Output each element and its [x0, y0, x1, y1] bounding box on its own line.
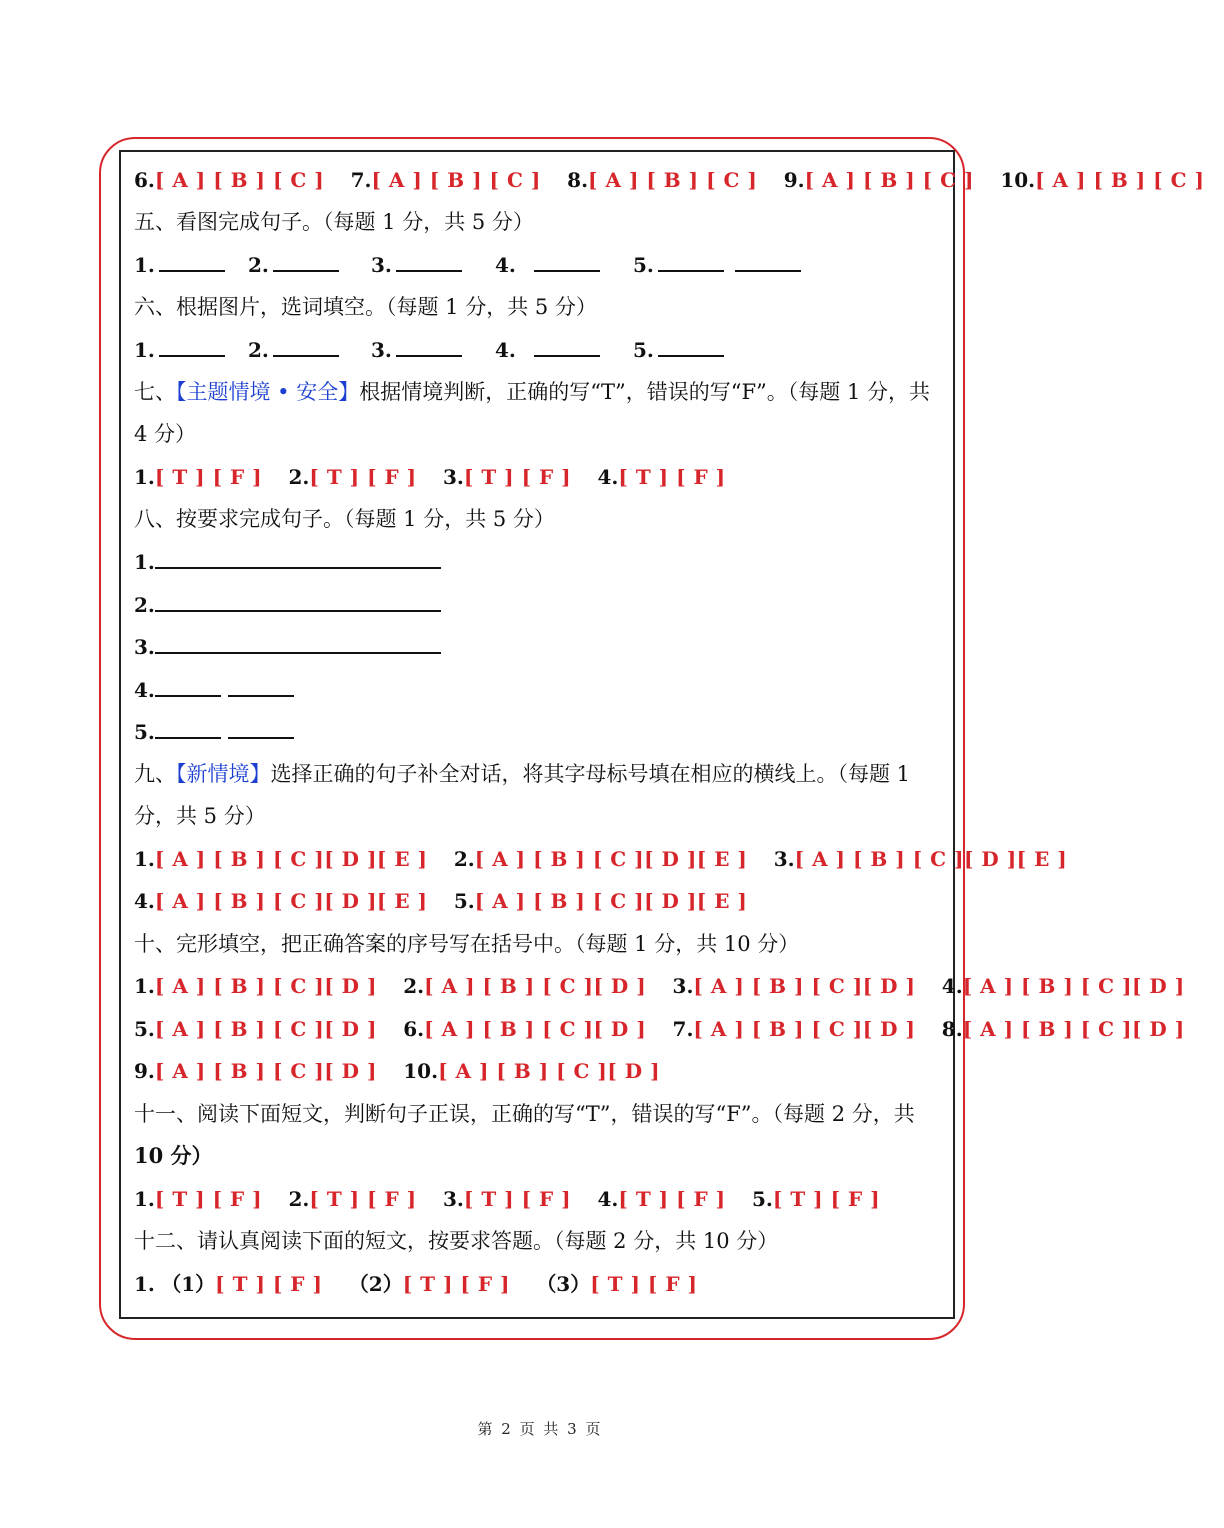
- section-10-answers-row-1: [134, 972, 1205, 1000]
- answer-group[interactable]: （2）[ T ] [ F ]: [348, 1272, 510, 1296]
- answer-group[interactable]: 4.[ T ] [ F ]: [597, 1187, 726, 1211]
- answer-group: 7.[ A ] [ B ] [ C ]: [350, 168, 541, 192]
- blank-item[interactable]: 1.: [134, 548, 441, 576]
- section-7-heading-cont: 4 分）: [134, 422, 197, 446]
- answer-group[interactable]: 3.[ T ] [ F ]: [443, 1187, 572, 1211]
- section-9-heading: 九、【新情境】选择正确的句子补全对话，将其字母标号填在相应的横线上。（每题 1: [134, 762, 911, 786]
- answer-group: 9.[ A ] [ B ] [ C ]: [783, 168, 974, 192]
- section-12-heading: 十二、请认真阅读下面的短文，按要求答题。（每题 2 分，共 10 分）: [134, 1229, 779, 1253]
- blank-item[interactable]: 3.: [134, 633, 441, 661]
- section-12-answers: 1. （1）[ T ] [ F ] （2）[ T ] [ F ] （3）[ T ] [ F ]: [134, 1272, 698, 1296]
- theme-tag: 【新情境】: [176, 762, 271, 786]
- section-11-heading: 十一、阅读下面短文，判断句子正误，正确的写“T”，错误的写“F”。（每题 2 分，共: [134, 1102, 915, 1126]
- blank-item[interactable]: 5.: [134, 718, 294, 746]
- answer-group[interactable]: 4.[ A ] [ B ] [ C ][ D ]: [941, 974, 1185, 998]
- answer-group[interactable]: 1.[ A ] [ B ] [ C ][ D ]: [134, 974, 377, 998]
- blank-item[interactable]: 4.: [495, 336, 600, 364]
- blank-item[interactable]: 2.: [248, 336, 339, 364]
- answer-group[interactable]: 5.[ A ] [ B ] [ C ][ D ][ E ]: [453, 889, 748, 913]
- blank-item[interactable]: 1.: [134, 336, 225, 364]
- answer-group[interactable]: 7.[ A ] [ B ] [ C ][ D ]: [672, 1017, 916, 1041]
- section-11-heading-cont: 10 分）: [134, 1143, 213, 1168]
- answer-group[interactable]: 10.[ A ] [ B ] [ C ][ D ]: [403, 1059, 661, 1083]
- section-10-heading: 十、完形填空，把正确答案的序号写在括号中。（每题 1 分，共 10 分）: [134, 932, 800, 956]
- answer-group[interactable]: 3.[ T ] [ F ]: [443, 465, 572, 489]
- answer-group[interactable]: 2.[ T ] [ F ]: [288, 1187, 417, 1211]
- answer-group[interactable]: 9.[ A ] [ B ] [ C ][ D ]: [134, 1059, 377, 1083]
- blank-item[interactable]: 5.: [633, 251, 801, 279]
- answer-group[interactable]: 1.[ A ] [ B ] [ C ][ D ][ E ]: [134, 847, 428, 871]
- blank-item[interactable]: 3.: [371, 336, 462, 364]
- section-9-heading-cont: 分，共 5 分）: [134, 804, 266, 828]
- blank-item[interactable]: 2.: [248, 251, 339, 279]
- section-7-answers: [134, 463, 746, 491]
- section-5-heading: 五、看图完成句子。（每题 1 分，共 5 分）: [134, 210, 534, 234]
- answer-group[interactable]: 2.[ A ] [ B ] [ C ][ D ]: [403, 974, 647, 998]
- section-9-answers-row-1: [134, 845, 1087, 873]
- answer-group[interactable]: 4.[ A ] [ B ] [ C ][ D ][ E ]: [134, 889, 428, 913]
- section-6-heading: 六、根据图片，选词填空。（每题 1 分，共 5 分）: [134, 295, 597, 319]
- section-10-answers-row-2: [134, 1015, 1205, 1043]
- answer-group[interactable]: 4.[ T ] [ F ]: [597, 465, 726, 489]
- answer-group[interactable]: （3）[ T ] [ F ]: [536, 1272, 698, 1296]
- answer-group[interactable]: 5.[ T ] [ F ]: [752, 1187, 881, 1211]
- section-4-answers-row-2: [134, 166, 1224, 194]
- answer-group[interactable]: 2.[ T ] [ F ]: [288, 465, 417, 489]
- answer-group[interactable]: 3.[ A ] [ B ] [ C ][ D ]: [672, 974, 916, 998]
- blank-item[interactable]: 2.: [134, 591, 441, 619]
- section-7-heading: 七、【主题情境 • 安全】根据情境判断，正确的写“T”，错误的写“F”。（每题 1 分，共: [134, 380, 930, 404]
- blank-item[interactable]: 4.: [495, 251, 600, 279]
- blank-item[interactable]: 4.: [134, 676, 294, 704]
- answer-group: 8.[ A ] [ B ] [ C ]: [567, 168, 758, 192]
- section-11-answers: [134, 1185, 900, 1213]
- blank-item[interactable]: 3.: [371, 251, 462, 279]
- answer-group[interactable]: 6.[ A ] [ B ] [ C ][ D ]: [403, 1017, 647, 1041]
- page-footer: 第 2 页 共 3 页: [477, 1420, 603, 1438]
- section-9-answers-row-2: [134, 887, 767, 915]
- section-8-heading: 八、按要求完成句子。（每题 1 分，共 5 分）: [134, 507, 555, 531]
- blank-item[interactable]: 1.: [134, 251, 225, 279]
- answer-group[interactable]: 3.[ A ] [ B ] [ C ][ D ][ E ]: [773, 847, 1068, 871]
- blank-item[interactable]: 5.: [633, 336, 724, 364]
- theme-tag: 【主题情境 • 安全】: [176, 380, 360, 404]
- answer-group[interactable]: 2.[ A ] [ B ] [ C ][ D ][ E ]: [453, 847, 748, 871]
- section-10-answers-row-3: [134, 1057, 680, 1085]
- answer-group[interactable]: 5.[ A ] [ B ] [ C ][ D ]: [134, 1017, 377, 1041]
- answer-group: 6.[ A ] [ B ] [ C ]: [134, 168, 325, 192]
- answer-group[interactable]: （1）[ T ] [ F ]: [161, 1272, 323, 1296]
- answer-group[interactable]: 1.[ T ] [ F ]: [134, 1187, 263, 1211]
- answer-group[interactable]: 1.[ T ] [ F ]: [134, 465, 263, 489]
- answer-group[interactable]: 8.[ A ] [ B ] [ C ][ D ]: [941, 1017, 1185, 1041]
- answer-group: 10.[ A ] [ B ] [ C ]: [1000, 168, 1205, 192]
